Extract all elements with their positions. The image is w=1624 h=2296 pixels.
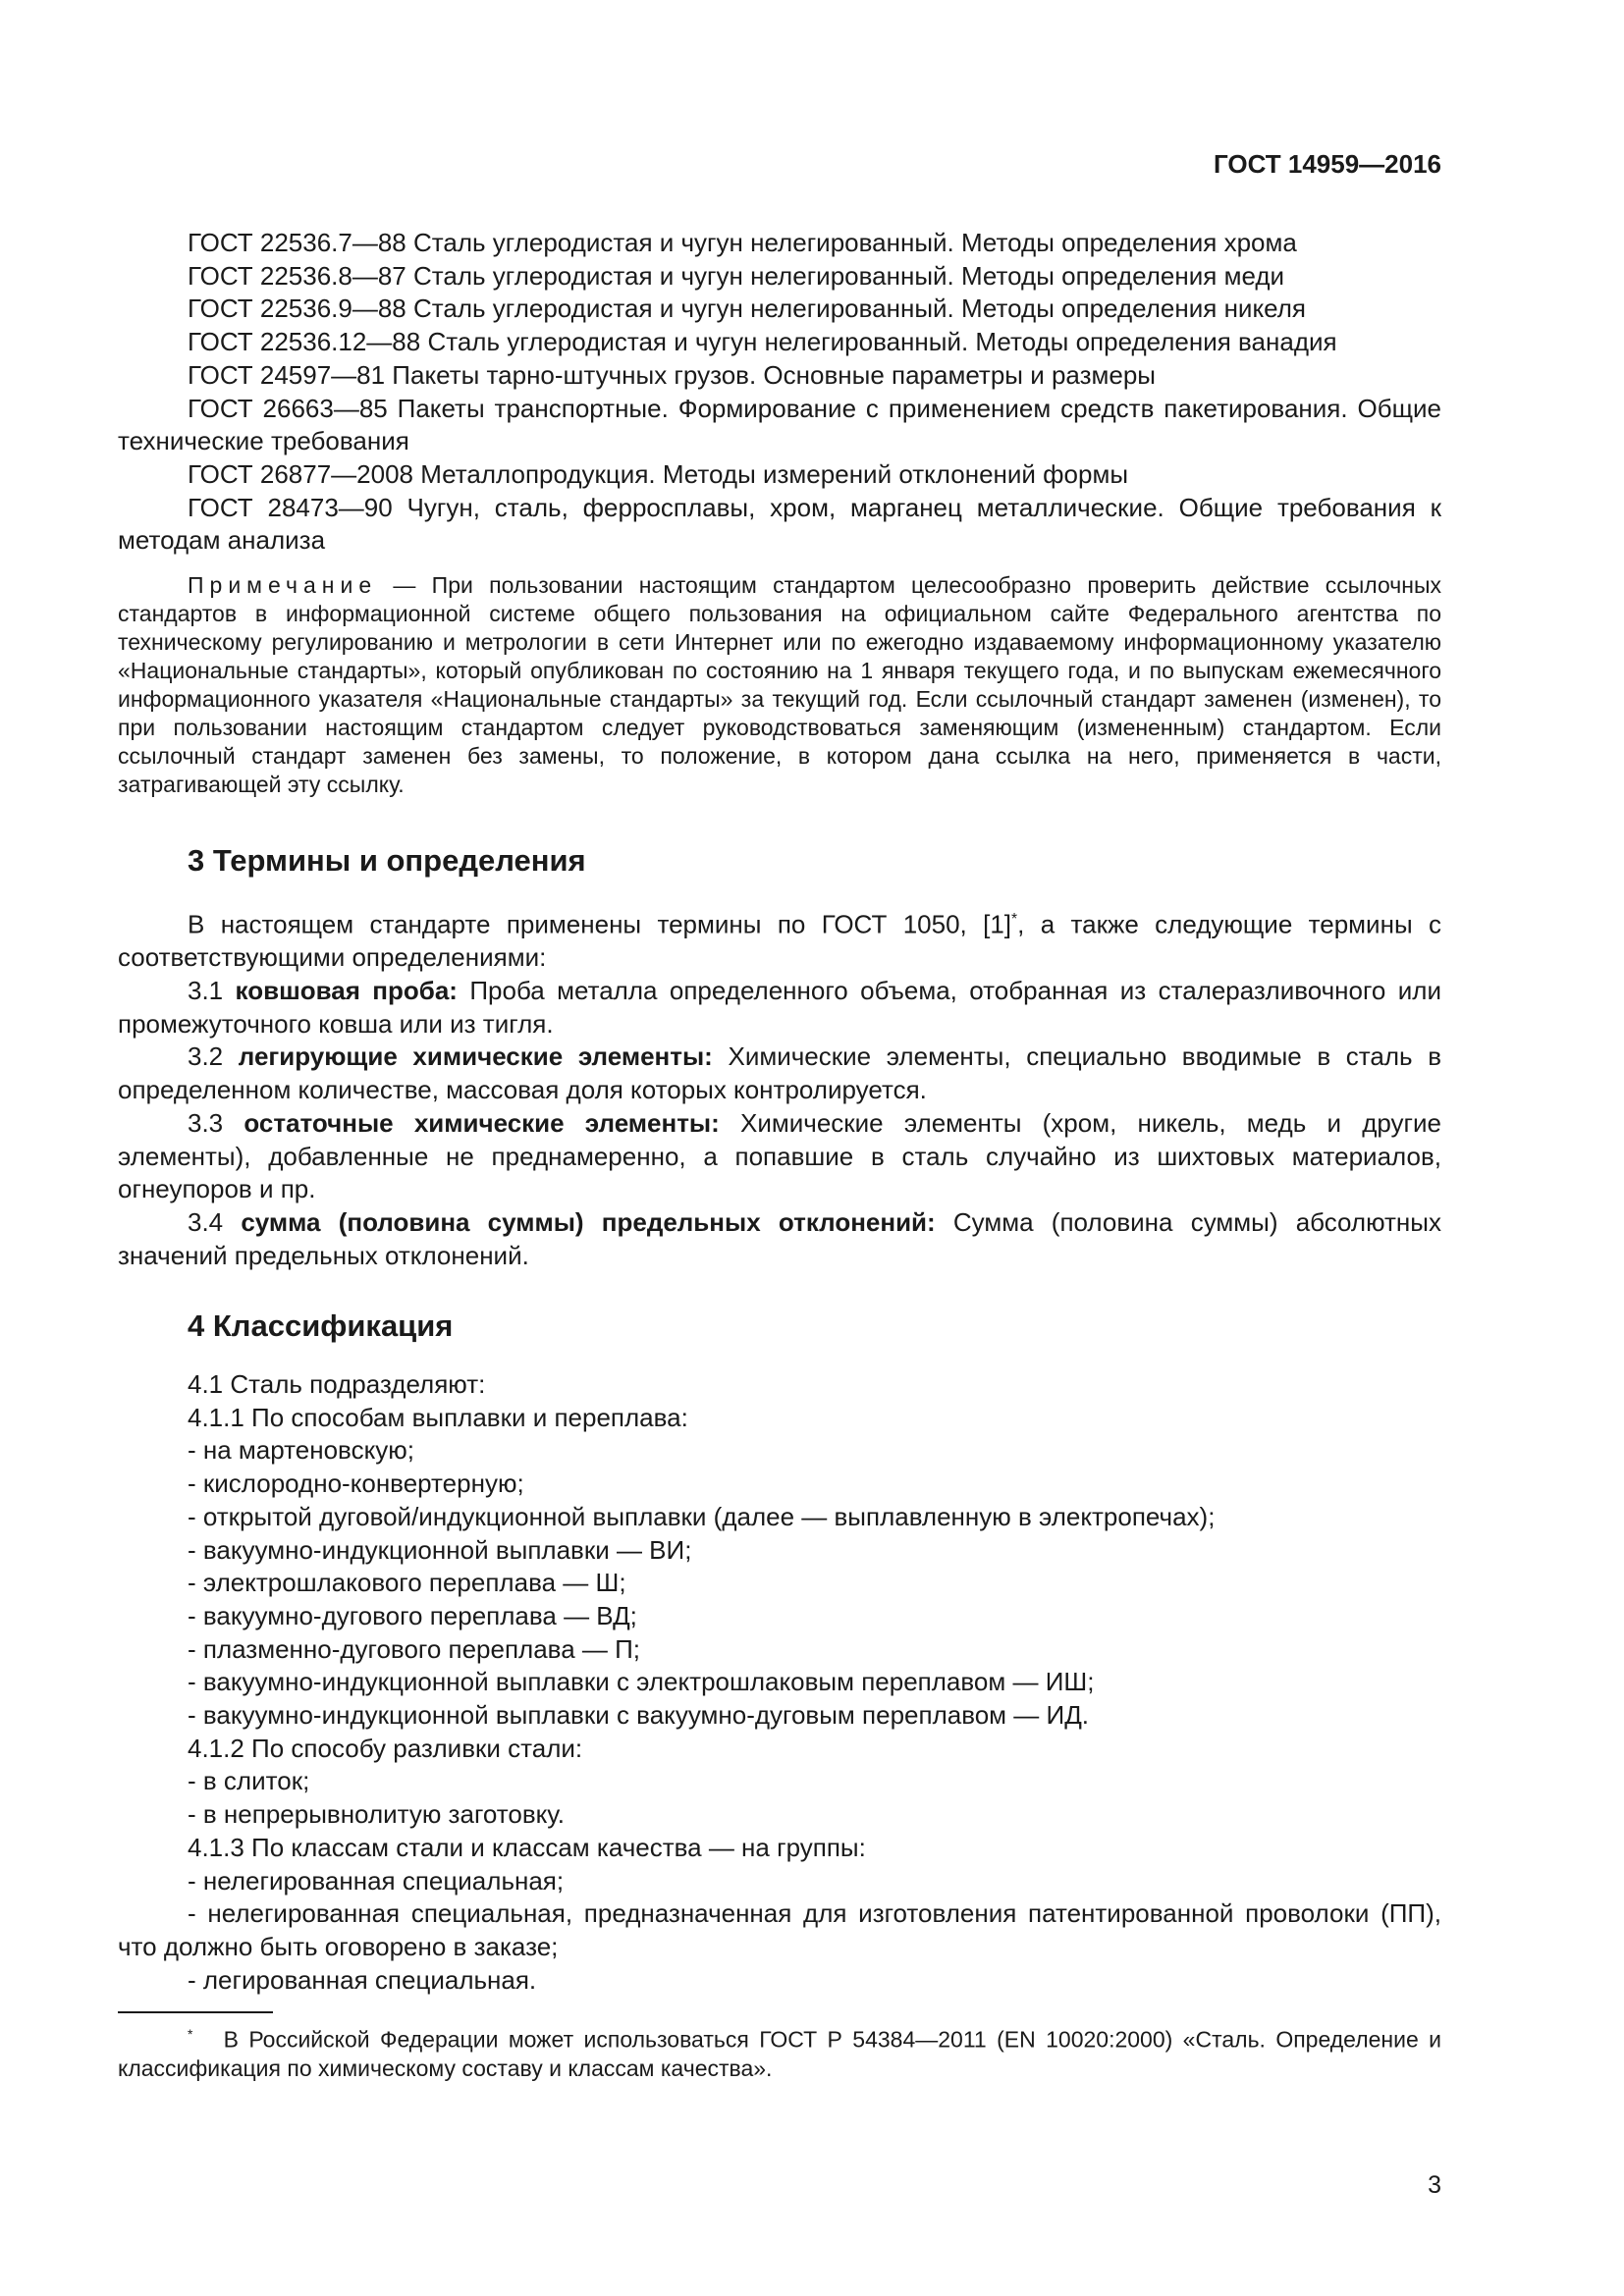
classification-line: 4.1.1 По способам выплавки и переплава:: [188, 1402, 688, 1432]
term-item: 3.4 сумма (половина суммы) предельных отклонений: Сумма (половина суммы) абсолютных значений предельных отклонений.: [118, 1206, 1441, 1270]
term-item: 3.3 остаточные химические элементы: Химические элементы (хром, никель, медь и другие элементы), добавленные не преднамеренно, а попавшие в сталь случайно из шихтовых материалов, огнеупоров и пр.: [118, 1107, 1441, 1204]
references-list: [118, 227, 1441, 558]
reference-item: ГОСТ 22536.8—87 Сталь углеродистая и чугун нелегированный. Методы определения меди: [188, 260, 1285, 291]
classification-line: - открытой дуговой/индукционной выплавки (далее — выплавленную в электропечах);: [188, 1501, 1216, 1531]
note-text: — При пользовании настоящим стандартом целесообразно проверить действие ссылочных стандартов в информационной системе общего пользования на официальном сайте Федерального агентства по техническому регулированию и метрологии в сети Интернет или по ежегодно издаваемому информационному указателю «Национальные стандарты», который опубликован по состоянию на 1 января текущего года, и по выпускам ежемесячного информационного указателя «Национальные стандарты» за текущий год. Если ссылочный стандарт заменен (изменен), то при пользовании настоящим стандартом следует руководствоваться заменяющим (измененным) стандартом. Если ссылочный стандарт заменен без замены, то положение, в котором дана ссылка на него, применяется в части, затрагивающей эту ссылку.: [118, 572, 1441, 797]
reference-item: ГОСТ 22536.9—88 Сталь углеродистая и чугун нелегированный. Методы определения никеля: [188, 294, 1306, 324]
classification-line: - нелегированная специальная, предназначенная для изготовления патентированной проволоки (ПП), что должно быть оговорено в заказе;: [118, 1898, 1441, 1961]
reference-item: ГОСТ 28473—90 Чугун, сталь, ферросплавы, хром, марганец металлические. Общие требования к методам анализа: [118, 492, 1441, 556]
term-name: остаточные химические элементы:: [244, 1107, 720, 1138]
section-heading: 4 Классификация: [188, 1308, 454, 1343]
term-name: ковшовая проба:: [235, 976, 458, 1006]
classification-line: 4.1.2 По способу разливки стали:: [188, 1733, 583, 1763]
reference-item: ГОСТ 26877—2008 Металлопродукция. Методы измерений отклонений формы: [188, 458, 1129, 489]
classification-line: - легированная специальная.: [188, 1964, 537, 1995]
term-name: сумма (половина суммы) предельных отклонений:: [241, 1206, 936, 1237]
classification-line: - электрошлакового переплава — Ш;: [188, 1568, 626, 1598]
page-number: 3: [1428, 2171, 1441, 2199]
reference-item: ГОСТ 22536.12—88 Сталь углеродистая и чугун нелегированный. Методы определения ванадия: [188, 327, 1337, 357]
document-header: ГОСТ 14959—2016: [1214, 149, 1441, 179]
note-label: Примечание: [188, 572, 378, 598]
classification-line: - плазменно-дугового переплава — П;: [188, 1633, 641, 1664]
term-name: легирующие химические элементы:: [238, 1041, 713, 1072]
classification-line: 4.1 Сталь подразделяют:: [188, 1369, 486, 1399]
classification-line: 4.1.3 По классам стали и классам качества — на группы:: [188, 1832, 866, 1862]
intro-text: В настоящем стандарте применены термины по ГОСТ 1050, [1]: [188, 909, 1012, 939]
footnote-ref: *: [1011, 911, 1018, 928]
term-definition: Химические элементы (хром, никель, медь и другие элементы), добавленные не преднамеренно, а попавшие в сталь случайно из шихтовых материалов, огнеупоров и пр.: [118, 1107, 1441, 1204]
footnote-mark: *: [188, 2027, 193, 2042]
footnote-divider: [118, 2011, 273, 2013]
classification-line: - в слиток;: [188, 1766, 310, 1796]
classification-line: - вакуумно-индукционной выплавки — ВИ;: [188, 1534, 692, 1565]
note-block: [118, 571, 1441, 799]
reference-item: ГОСТ 24597—81 Пакеты тарно-штучных грузов. Основные параметры и размеры: [188, 359, 1156, 390]
term-definition: Сумма (половина суммы) абсолютных значений предельных отклонений.: [118, 1206, 1441, 1270]
section-4: [118, 1307, 1441, 1997]
classification-line: - нелегированная специальная;: [188, 1865, 565, 1896]
reference-item: ГОСТ 22536.7—88 Сталь углеродистая и чугун нелегированный. Методы определения хрома: [188, 228, 1297, 257]
footnote: [118, 2020, 1441, 2083]
term-item: 3.2 легирующие химические элементы: Химические элементы, специально вводимые в сталь в определенном количестве, массовая доля которых контролируется.: [118, 1041, 1442, 1105]
term-item: 3.1 ковшовая проба: Проба металла определенного объема, отобранная из сталеразливочного или промежуточного ковша или из тигля.: [118, 976, 1441, 1039]
reference-item: ГОСТ 26663—85 Пакеты транспортные. Формирование с применением средств пакетирования. Общие технические требования: [118, 393, 1441, 456]
classification-line: - вакуумно-дугового переплава — ВД;: [188, 1600, 637, 1630]
classification-line: - в непрерывнолитую заготовку.: [188, 1799, 565, 1830]
classification-line: - кислородно-конвертерную;: [188, 1468, 524, 1499]
section-heading: 3 Термины и определения: [188, 843, 586, 878]
intro-text: , а также следующие термины с соответствующими определениями:: [118, 909, 1441, 973]
classification-line: - на мартеновскую;: [188, 1435, 414, 1466]
term-definition: Проба металла определенного объема, отобранная из сталеразливочного или промежуточного ковша или из тигля.: [118, 976, 1441, 1039]
section-3: [118, 841, 1441, 1272]
classification-line: - вакуумно-индукционной выплавки с электрошлаковым переплавом — ИШ;: [188, 1667, 1095, 1697]
term-definition: Химические элементы, специально вводимые в сталь в определенном количестве, массовая доля которых контролируется.: [118, 1041, 1442, 1105]
classification-line: - вакуумно-индукционной выплавки с вакуумно-дуговым переплавом — ИД.: [188, 1700, 1090, 1731]
footnote-text: В Российской Федерации может использоваться ГОСТ Р 54384—2011 (EN 10020:2000) «Сталь. Определение и классификация по химическому составу и классам качества».: [118, 2026, 1442, 2081]
